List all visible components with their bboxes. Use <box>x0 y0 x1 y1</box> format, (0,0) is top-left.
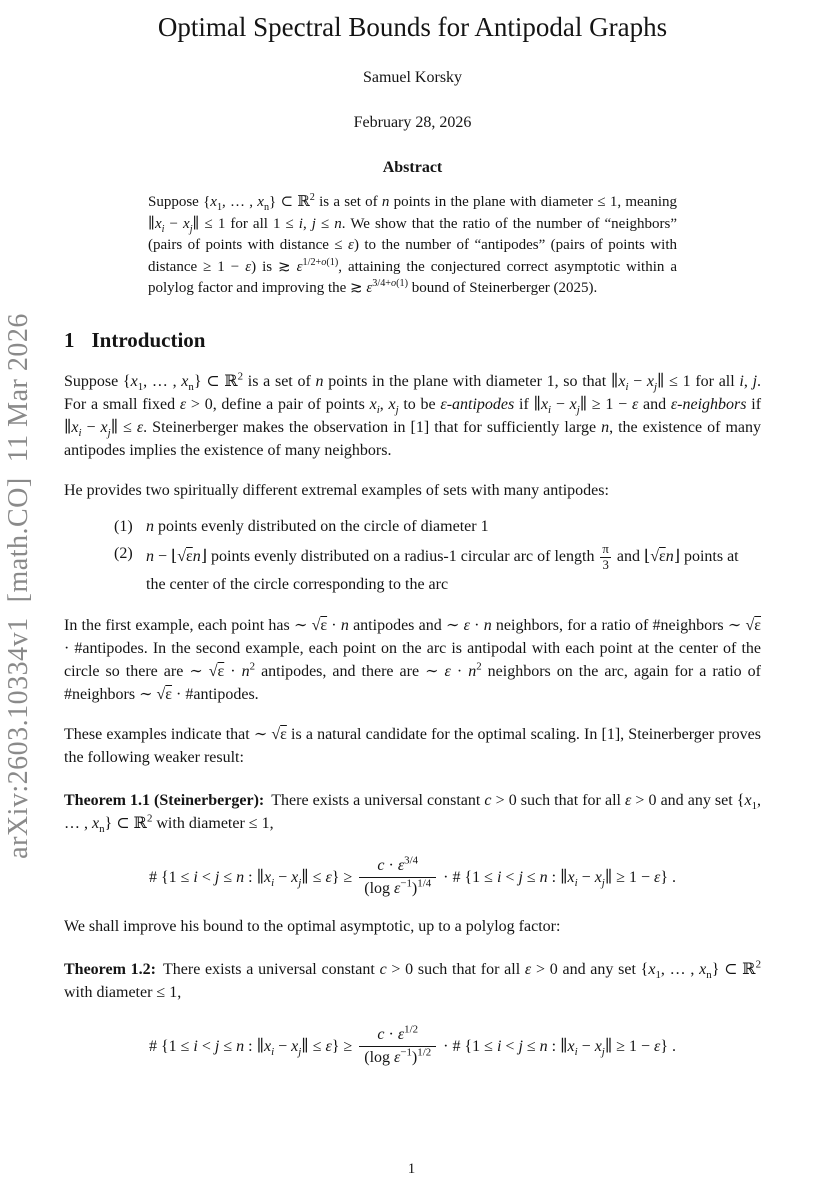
list-item-label: (2) <box>114 545 133 563</box>
list-item <box>114 515 761 539</box>
theorem-1-1-label: Theorem 1.1 (Steinerberger): <box>64 791 265 809</box>
theorem-1-1-body: There exists a universal constant c > 0 such that for all ε > 0 and any set {$x_1$, … , $x_n$} ⊂ ℝ$^2$ with diameter ≤ 1, <box>64 791 762 835</box>
intro-paragraph-1: Suppose {$x_1$, … , $x_n$} ⊂ ℝ$^2$ is a set of n points in the plane with diameter 1, so that $\parallel x_i$ − $x_j\parallel \le 1$ for all i, j. For a small fixed ε > 0, define a pair of points $x_i$, $x_j$ to be ε-antipodes if $\parallel x_i$ − $x_j\parallel \ge 1 - \varepsilon$ and ε-neighbors if $\parallel x_i$ − $x_j\parallel \le \varepsilon$. Steinerberger makes the observation in [1] that for sufficiently large n, the existence of many antipodes implies the existence of many neighbors. <box>64 370 762 460</box>
theorem-1-2-label: Theorem 1.2: <box>64 960 156 978</box>
equation-2-rhs: · # {1 ≤ i < j ≤ n : $\parallel x_i$ − $x_j\parallel \ge 1 - \varepsilon$} . <box>443 1038 677 1059</box>
equation-1-denominator: (log $\varepsilon^{-1})^{1/4}$ <box>359 877 436 898</box>
equation-1-rhs: · # {1 ≤ i < j ≤ n : $\parallel x_i$ − $x_j\parallel \ge 1 - \varepsilon$} . <box>443 869 677 890</box>
abstract-body: Suppose {$x_1$, … , $x_n$} ⊂ ℝ$^2$ is a set of n points in the plane with diameter ≤ 1, meaning $\parallel x_i$ − $x_j\parallel \le 1$ for all 1 ≤ i, j ≤ n. We show that the ratio of the number of “neighbors” (pairs of points with distance ≤ ε) to the number of “antipodes” (pairs of points with distance ≥ 1 − ε) is ≳ $\varepsilon^{1/2+o(1)}$, attaining the conjectured correct asymptotic within a polylog factor and improving the ≳ $\varepsilon^{3/4+o(1)}$ bound of Steinerberger (2025). <box>148 192 678 297</box>
theorem-1-2-body: There exists a universal constant c > 0 such that for all ε > 0 and any set {$x_1$, … , $x_n$} ⊂ ℝ$^2$ with diameter ≤ 1, <box>64 958 762 1001</box>
equation-1-lhs: # {1 ≤ i < j ≤ n : $\parallel x_i$ − $x_j\parallel \le \varepsilon$} ≥ <box>148 869 353 890</box>
theorem-1-1 <box>64 789 761 835</box>
abstract-heading: Abstract <box>382 159 443 176</box>
intro-paragraph-5: We shall improve his bound to the optimal asymptotic, up to a polylog factor: <box>64 917 561 935</box>
list-item-text: n − ⌊√εn⌋ points evenly distributed on a radius-1 circular arc of length $\frac{\pi}{3}$ and ⌊√εn⌋ points at the center of the circle corresponding to the arc <box>146 542 739 593</box>
page-number: 1 <box>407 1161 416 1177</box>
theorem-1-2 <box>64 958 761 1004</box>
equation-1-numerator: $c \cdot \varepsilon^{3/4}$ <box>377 854 419 874</box>
paper-title: Optimal Spectral Bounds for Antipodal Graphs <box>157 12 668 42</box>
arxiv-watermark: arXiv:2603.10334v1 [math.CO] 11 Mar 2026 <box>3 313 34 859</box>
examples-list <box>64 515 761 596</box>
equation-1 <box>64 854 761 898</box>
intro-paragraph-3: In the first example, each point has ∼ √ε · n antipodes and ∼ ε · n neighbors, for a ratio of #neighbors ∼ √ε · #antipodes. In the second example, each point on the arc is antipodal with each point at the center of the circle so there are ∼ $√\varepsilon \cdot n^2$ antipodes, and there are ∼ $\varepsilon \cdot n^2$ neighbors on the arc, again for a ratio of #neighbors ∼ √ε · #antipodes. <box>64 616 762 703</box>
equation-2-fraction <box>359 1023 436 1067</box>
intro-paragraph-4: These examples indicate that ∼ √ε is a natural candidate for the optimal scaling. In [1], Steinerberger proves the following weaker result: <box>64 725 761 766</box>
intro-paragraph-2: He provides two spiritually different extremal examples of sets with many antipodes: <box>64 482 609 500</box>
equation-2-denominator: (log $\varepsilon^{-1})^{1/2}$ <box>359 1046 436 1067</box>
author-name: Samuel Korsky <box>362 69 463 86</box>
section-number: 1 <box>64 327 75 352</box>
section-heading-introduction <box>64 328 761 353</box>
list-item-label: (1) <box>114 518 133 536</box>
equation-2-lhs: # {1 ≤ i < j ≤ n : $\parallel x_i$ − $x_j\parallel \le \varepsilon$} ≥ <box>148 1038 353 1059</box>
publication-date: February 28, 2026 <box>353 114 472 131</box>
paper-content <box>64 0 761 1067</box>
equation-2 <box>64 1023 761 1067</box>
equation-1-fraction <box>359 854 436 898</box>
list-item <box>114 542 761 596</box>
section-title: Introduction <box>91 327 206 352</box>
equation-2-numerator: $c \cdot \varepsilon^{1/2}$ <box>377 1023 419 1043</box>
list-item-text: n points evenly distributed on the circle of diameter 1 <box>146 518 489 536</box>
